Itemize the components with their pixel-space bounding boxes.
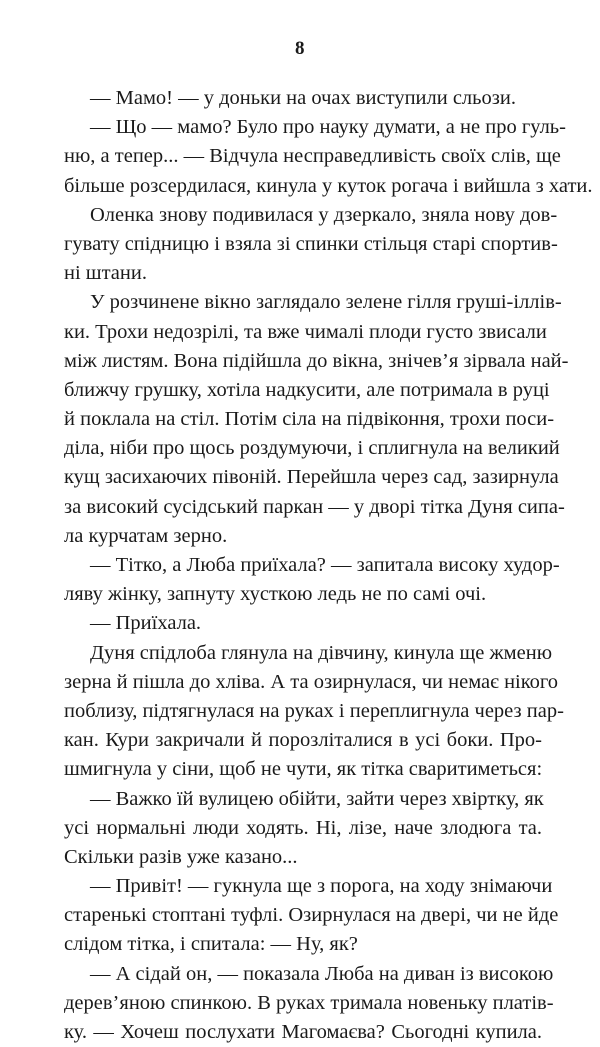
text-line: шмигнула у сіни, щоб не чути, як тітка сваритиметься:: [64, 758, 543, 781]
text-line: кан. Кури закричали й порозліталися в усі боки. Про-: [64, 729, 542, 752]
text-line: — Тітко, а Люба приїхала? — запитала високу худор-: [90, 554, 560, 576]
text-line: ні штани.: [64, 262, 147, 285]
text-line: Оленка знову подивилася у дзеркало, зняла нову дов-: [90, 203, 558, 226]
text-line: старенькі стоптані туфлі. Озирнулася на двері, чи не йде: [64, 904, 559, 927]
text-line: Дуня спідлоба глянула на дівчину, кинула ще жменю: [90, 641, 553, 664]
text-line: Скільки разів уже казано...: [64, 845, 298, 868]
text-line: кущ засихаючих півоній. Перейшла через сад, зазирнула: [64, 466, 559, 489]
text-line: більше розсердилася, кинула у куток рогача і вийшла з хати.: [64, 174, 593, 197]
text-line: ляву жінку, запнуту хусткою ледь не по самі очі.: [64, 583, 487, 606]
text-line: ки. Трохи недозрілі, та вже чималі плоди густо звисали: [64, 320, 547, 343]
text-line: — Мамо! — у доньки на очах виступили сльози.: [90, 87, 516, 109]
text-line: ближчу грушку, хотіла надкусити, але потримала в руці: [64, 378, 550, 401]
page-number: 8: [295, 38, 305, 59]
text-line: ку. — Хочеш послухати Магомаєва? Сьогодні купила.: [64, 1021, 542, 1043]
text-line: зерна й пішла до хліва. А та озирнулася, чи немає нікого: [64, 670, 559, 693]
text-line: слідом тітка, і спитала: — Ну, як?: [64, 933, 358, 956]
text-line: — Що — мамо? Було про науку думати, а не про гуль-: [90, 116, 566, 139]
text-line: між листям. Вона підійшла до вікна, знічев’я зірвала най-: [64, 349, 569, 372]
text-line: поблизу, підтягнулася на руках і переплигнула через пар-: [64, 699, 564, 722]
text-line: усі нормальні люди ходять. Ні, лізе, наче злодюга та.: [64, 816, 542, 839]
text-body: [64, 84, 593, 1047]
text-line: гувату спідницю і взяла зі спинки стільця старі спортив-: [64, 232, 558, 255]
text-line: — Важко їй вулицею обійти, зайти через хвіртку, як: [90, 787, 544, 810]
text-line: — Приїхала.: [90, 612, 202, 635]
text-line: й поклала на стіл. Потім сіла на підвіконня, трохи поси-: [64, 408, 555, 431]
text-line: ню, а тепер... — Відчула несправедливість своїх слів, ще: [64, 145, 561, 168]
text-line: У розчинене вікно заглядало зелене гілля груші-іллів-: [90, 291, 562, 314]
text-line: за високий сусідський паркан — у дворі тітка Дуня сипа-: [64, 495, 565, 518]
text-line: — Привіт! — гукнула ще з порога, на ходу знімаючи: [90, 875, 553, 898]
text-line: дерев’яною спинкою. В руках тримала новеньку платів-: [64, 991, 554, 1014]
text-line: ла курчатам зерно.: [64, 524, 228, 547]
text-line: діла, ніби про щось роздумуючи, і сплигнула на великий: [64, 437, 560, 460]
text-line: — А сідай он, — показала Люба на диван із високою: [90, 962, 554, 985]
